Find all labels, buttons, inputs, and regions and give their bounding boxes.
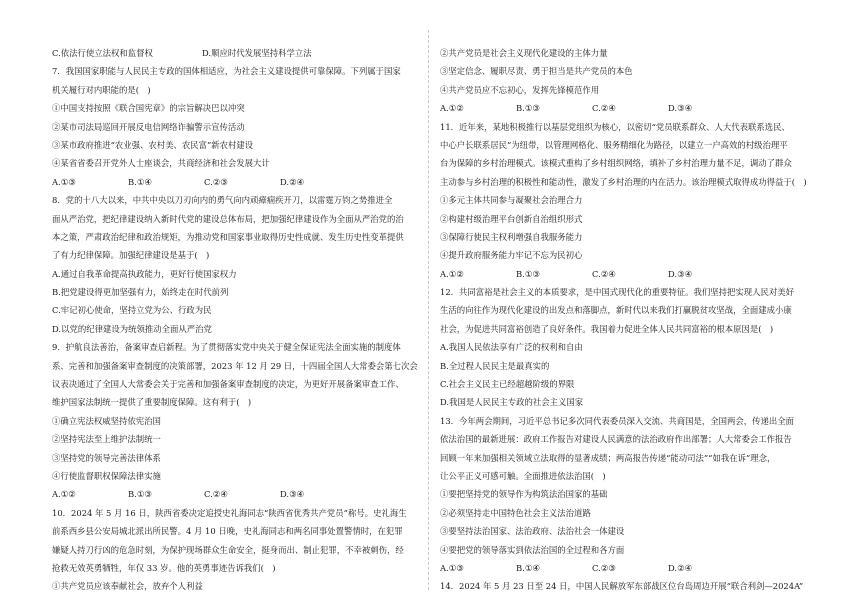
text-line: 14．2024 年 5 月 23 日至 24 日，中国人民解放军东部战区位台岛周边开展“联合利剑—2024A” [440,581,804,592]
text-line: ②共产党员是社会主义现代化建设的主体力量 [440,48,608,58]
text-line: ①共产党员应该奉献社会，放弃个人利益 [52,581,203,592]
text-line: 让公平正义可感可触。全面推进依法治国( ) [440,470,606,481]
text-line: A.我国人民依法享有广泛的权利和自由 [440,342,583,353]
left-column [52,44,428,596]
text-line: B.把党建设得更加坚强有力，始终走在时代前列 [52,287,229,298]
text-line: 议表决通过了全国人大常委会关于完善和加强备案审查制度的决定，为更好开展备案审查工作、 [52,379,404,390]
text-line: ②某市司法局巡回开展反电信网络诈骗警示宣传活动 [52,121,245,132]
answer-option: D.②④ [668,562,693,573]
text-line: 12．共同富裕是社会主义的本质要求，是中国式现代化的重要特征。我们坚持把实现人民对美好 [440,287,795,298]
text-line: 台为保障的乡村治理模式。该模式重构了乡村组织网络，填补了乡村治理力量不足，调动了群众 [440,158,792,169]
text-line: 回顾一年来加强相关领域立法取得的显著成绩；两高报告传递“能动司法”“如我在诉”理念， [440,452,776,463]
text-line: ④提升政府服务能力牢记不忘为民初心 [440,250,583,261]
text-line: ①确立宪法权威坚持依宪治国 [52,415,161,426]
answer-option: C.②③ [204,176,228,187]
text-line: D.以党的纪律建设为统领推动全面从严治党 [52,323,212,334]
answer-options [440,265,818,283]
text-line: ②构建村级治理平台创新自治组织形式 [440,213,583,224]
answer-options [52,44,428,62]
text-line: ③某市政府推进“农业强、农村美、农民富”新农村建设 [52,139,254,150]
page-divider [428,30,429,590]
text-line: 本之策，严肃政治纪律和政治规矩，为推动党和国家事业取得历史性成就、发生历史性变革提供 [52,231,404,242]
answer-options [440,559,818,577]
answer-option: B.①③ [516,268,540,279]
text-line: 8．党的十八大以来，中共中央以刀刃向内的勇气向内顽瘴痼疾开刀，以雷霆万钧之势推进全 [52,195,393,206]
text-line: 11．近年来，某地积极推行以基层党组织为核心，以密切“党员联系群众、人大代表联系选民、 [440,121,790,132]
text-line: A.通过自我革命提高执政能力，更好行使国家权力 [52,268,237,279]
text-line: B.全过程人民民主是最真实的 [440,360,550,371]
text-line: 9．护航良法善治，备案审查启新程。为了贯彻落实党中央关于健全保证宪法全面实施的制度体 [52,342,401,353]
text-line: C.牢记初心使命，坚持立党为公、行政为民 [52,305,212,316]
answer-option: A.①② [440,103,464,114]
answer-option: B.①④ [128,176,152,187]
text-line: ①要把坚持党的领导作为构筑法治国家的基础 [440,489,608,500]
text-line: D.我国是人民民主专政的社会主义国家 [440,397,584,408]
answer-option: D.顺应时代发展坚持科学立法 [202,48,312,58]
text-line: ②必须坚持走中国特色社会主义法治道路 [440,507,591,518]
answer-option: D.③④ [668,103,693,114]
text-line: 系、完善和加强备案审查制度的决策部署，2023 年 12 月 29 日，十四届全国人大常委会第七次会 [52,360,418,371]
answer-options [52,173,428,191]
text-line: ④要把党的领导落实到依法治国的全过程和各方面 [440,544,625,555]
answer-option: A.①③ [52,176,76,187]
answer-option: C.②④ [592,103,616,114]
text-line: ③要坚持法治国家、法治政府、法治社会一体建设 [440,526,625,537]
text-line: ④某省省委召开党外人士座谈会，共商经济和社会发展大计 [52,158,270,169]
text-line: 抢救无效英勇牺牲，年仅 33 岁。他的英勇事迹告诉我们( ) [52,562,276,573]
answer-option: D.③④ [280,489,305,500]
text-line: 7．我国国家职能与人民民主专政的国体相适应，为社会主义建设提供可靠保障。下列属于国家 [52,66,401,77]
text-line: 机关履行对内职能的是( ) [52,84,151,95]
text-line: ①多元主体共同参与凝聚社会治理合力 [440,195,583,206]
text-line: ①中国支持按照《联合国宪章》的宗旨解决巴以冲突 [52,103,245,114]
answer-option: B.①③ [128,489,152,500]
text-line: 面从严治党，把纪律建设纳入新时代党的建设总体布局，把加强纪律建设作为全面从严治党的治 [52,213,404,224]
answer-option: A.①② [440,268,464,279]
text-line: ④行使监督职权保障法律实施 [52,470,161,481]
text-line: 依法治国的最新进展：政府工作报告对建设人民满意的法治政府作出部署；人大常委会工作报告 [440,434,792,445]
answer-option: C.依法行使立法权和监督权 [52,48,153,58]
answer-option: D.②④ [280,176,305,187]
answer-options [440,99,818,117]
answer-option: A.①② [52,489,76,500]
answer-option: C.②④ [592,268,616,279]
answer-option: D.③④ [668,268,693,279]
text-line: C.社会主义民主已经超越阶级的界限 [440,379,575,390]
text-line: 中心户长联系居民”为纽带，以管理网格化、服务精细化为路径，以建立一户高效的村级治理平 [440,139,788,150]
text-line: 13．今年两会期间，习近平总书记多次同代表委员深入交流、共商国是，全国两会，传递出全面 [440,415,795,426]
right-column [440,44,818,596]
text-line: ③保障行使民主权利增强自我服务能力 [440,231,583,242]
text-line: ③坚持党的领导完善法律体系 [52,452,161,463]
text-line: 前系西乡县公安局城北派出所民警。4 月 10 日晚，史礼海同志和两名同事处置警情时，在犯罪 [52,526,403,537]
answer-option: A.①③ [440,562,464,573]
text-line: 嫌疑人持刀行凶的危急时刻，为保护现场群众生命安全，挺身而出、制止犯罪，不幸被刺伤，经 [52,544,404,555]
text-line: 社会，为促进共同富裕创造了良好条件。我国着力促进全体人民共同富裕的根本原因是( ) [440,323,774,334]
answer-option: B.①④ [516,562,540,573]
text-line: ④共产党员应不忘初心，发挥先锋模范作用 [440,84,600,95]
text-line: 主动参与乡村治理的积极性和能动性，激发了乡村治理的内在活力。该治理模式取得成功得益于( ) [440,176,807,187]
text-line: 了有力纪律保障。加强纪律建设是基于( ) [52,250,210,261]
answer-option: B.①③ [516,103,540,114]
text-line: 10．2024 年 5 月 16 日，陕西省委决定追授史礼海同志“陕西省优秀共产党员”称号。史礼海生 [52,507,407,518]
answer-option: C.②③ [592,562,616,573]
text-line: 维护国家法制统一提供了重要制度保障。这有利于( ) [52,397,252,408]
text-line: ③坚定信念、履职尽责、勇于担当是共产党员的本色 [440,66,633,77]
text-line: 生活的向往作为现代化建设的出发点和落脚点，新时代以来我们打赢脱贫攻坚战，全面建成小康 [440,305,792,316]
answer-options [52,485,428,503]
text-line: ②坚持宪法至上维护法制统一 [52,434,161,445]
answer-option: C.②④ [204,489,228,500]
